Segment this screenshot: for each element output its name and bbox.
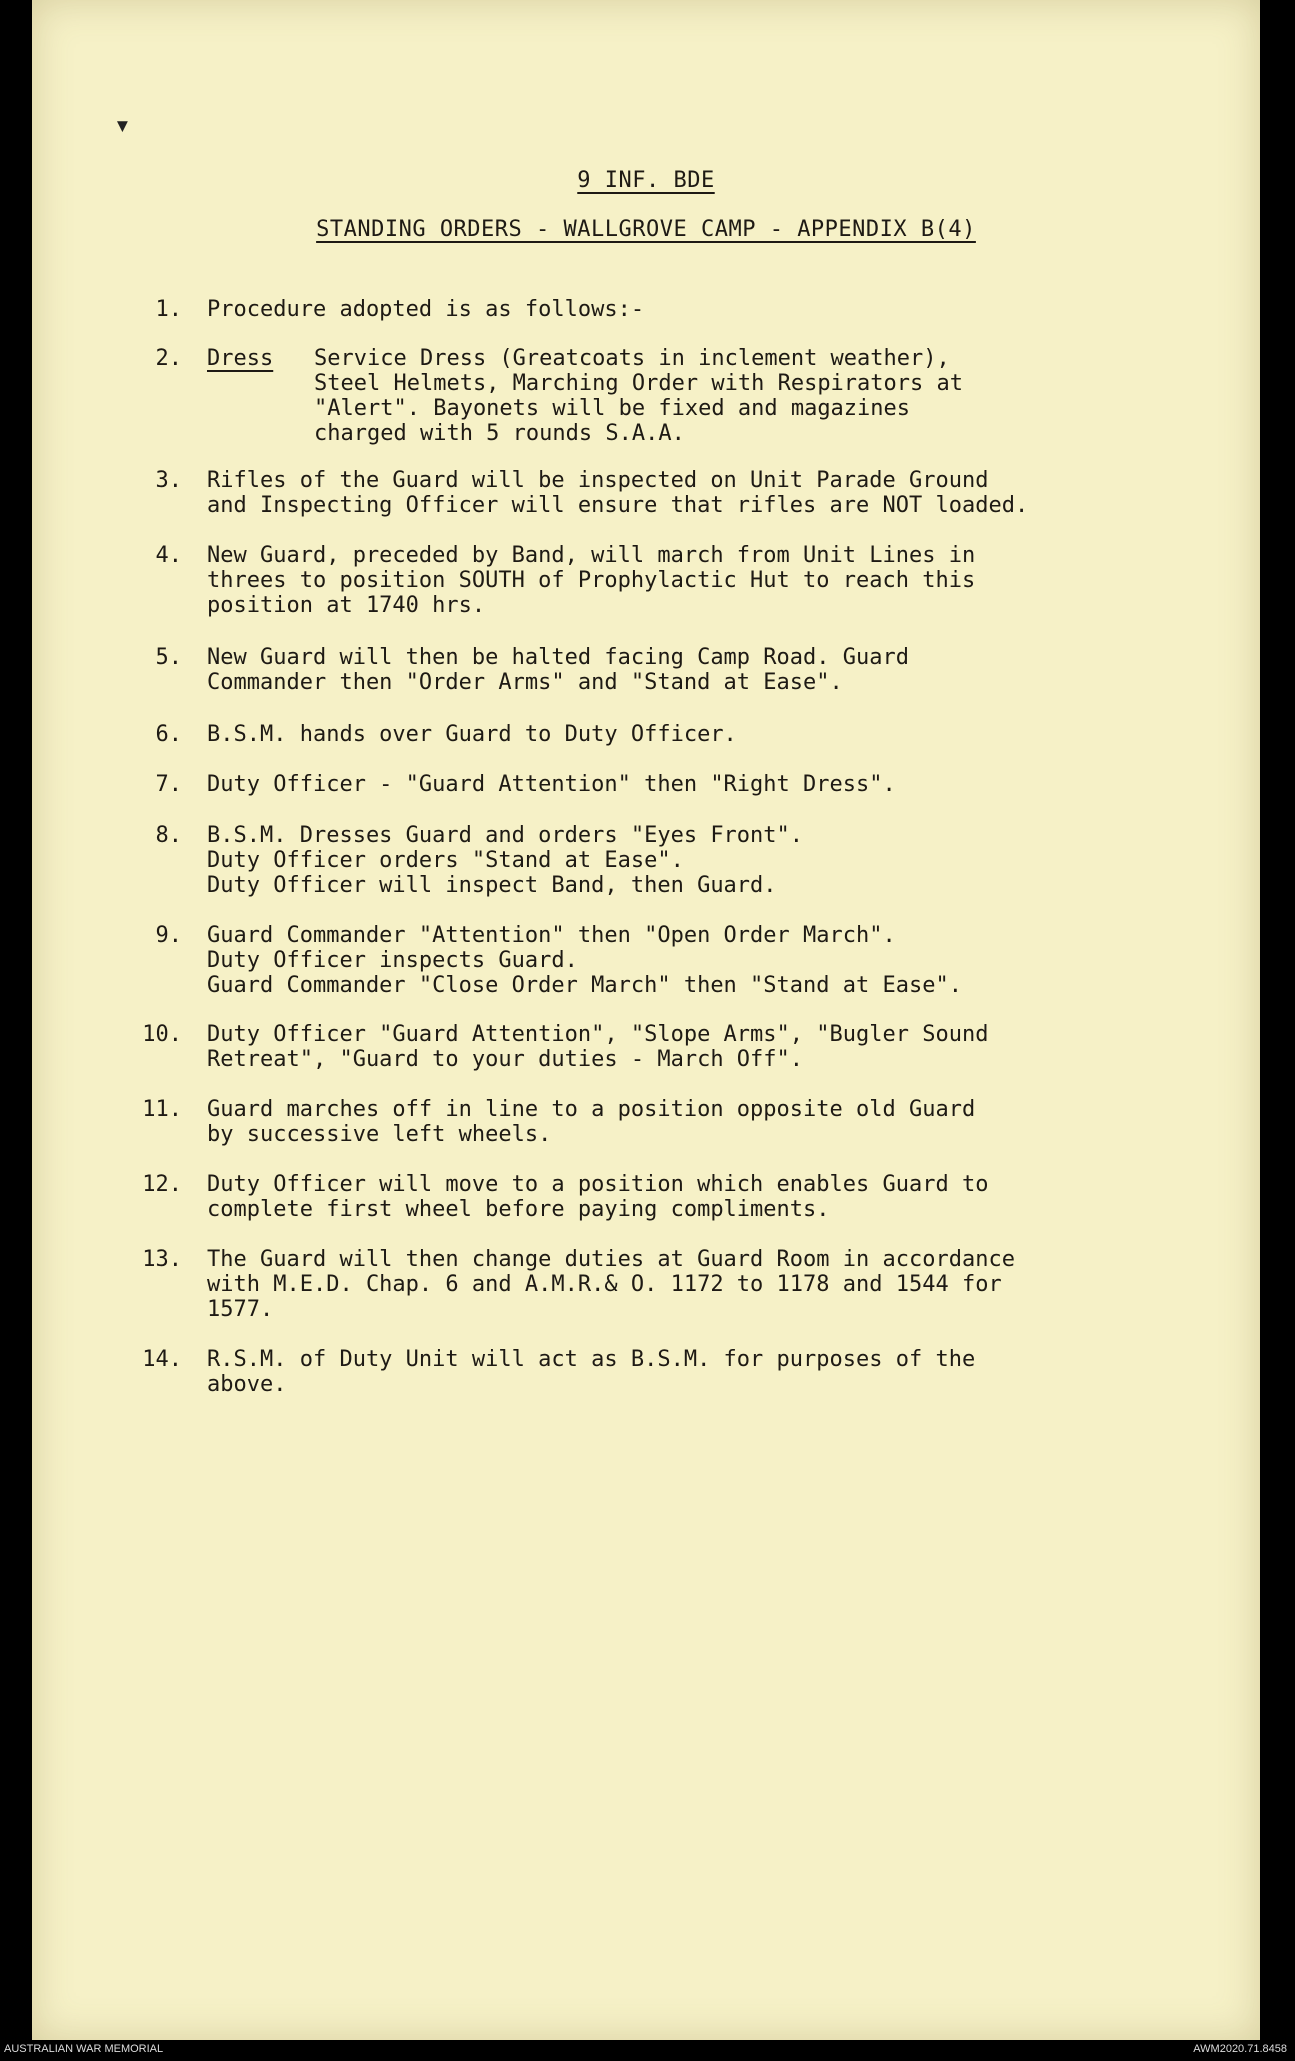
order-number: 11.: [142, 1097, 182, 1122]
order-text-line: above.: [207, 1372, 287, 1397]
order-text: [207, 1347, 1207, 1397]
order-text-line: "Alert". Bayonets will be fixed and magazines: [314, 396, 911, 421]
order-text: [207, 543, 1207, 618]
order-number: 9.: [155, 923, 182, 948]
order-text: [207, 1172, 1207, 1222]
order-text: [207, 722, 1207, 747]
order-text-line: R.S.M. of Duty Unit will act as B.S.M. for purposes of the: [207, 1347, 976, 1372]
order-number: 7.: [155, 772, 182, 797]
order-number: 10.: [142, 1022, 182, 1047]
order-number: 8.: [155, 823, 182, 848]
order-text-line: Guard Commander "Close Order March" then "Stand at Ease".: [207, 973, 962, 998]
order-text-line: Retreat", "Guard to your duties - March Off".: [207, 1047, 804, 1072]
document-subtitle: STANDING ORDERS - WALLGROVE CAMP - APPENDIX B(4): [316, 217, 976, 242]
order-number: 6.: [155, 722, 182, 747]
order-number: 5.: [155, 645, 182, 670]
order-text-line: Guard marches off in line to a position opposite old Guard: [207, 1097, 976, 1122]
order-text-line: by successive left wheels.: [207, 1122, 552, 1147]
order-text: [207, 772, 1207, 797]
order-text-line: and Inspecting Officer will ensure that rifles are NOT loaded.: [207, 493, 1029, 518]
order-text-line: B.S.M. hands over Guard to Duty Officer.: [207, 722, 737, 747]
order-text-line: Rifles of the Guard will be inspected on Unit Parade Ground: [207, 468, 989, 493]
order-text-line: Duty Officer orders "Stand at Ease".: [207, 848, 684, 873]
footer-reference: AWM2020.71.8458: [1193, 2043, 1287, 2055]
order-text-line: Procedure adopted is as follows:-: [207, 297, 645, 322]
order-text: [207, 645, 1207, 695]
order-text-line: Duty Officer will move to a position which enables Guard to: [207, 1172, 989, 1197]
order-text-line: 1577.: [207, 1297, 274, 1322]
order-text-line: New Guard will then be halted facing Camp Road. Guard: [207, 645, 909, 670]
order-text-line: Duty Officer - "Guard Attention" then "Right Dress".: [207, 772, 896, 797]
order-label: Dress: [207, 346, 274, 371]
order-text: [207, 468, 1207, 518]
document-title: 9 INF. BDE: [577, 168, 715, 193]
order-text: [207, 297, 1207, 322]
order-text-line: complete first wheel before paying compliments.: [207, 1197, 830, 1222]
order-text-line: The Guard will then change duties at Guard Room in accordance: [207, 1247, 1015, 1272]
order-text: [207, 823, 1207, 898]
order-number: 14.: [142, 1347, 182, 1372]
order-text-line: position at 1740 hrs.: [207, 593, 486, 618]
order-number: 3.: [155, 468, 182, 493]
order-text: [314, 346, 1214, 446]
document-page: [32, 0, 1260, 2040]
order-text-line: Service Dress (Greatcoats in inclement weather),: [314, 346, 950, 371]
order-text-line: B.S.M. Dresses Guard and orders "Eyes Front".: [207, 823, 804, 848]
order-number: 1.: [155, 297, 182, 322]
order-text-line: Guard Commander "Attention" then "Open Order March".: [207, 923, 896, 948]
order-text-line: Steel Helmets, Marching Order with Respirators at: [314, 371, 964, 396]
order-number: 13.: [142, 1247, 182, 1272]
order-text: [207, 1247, 1207, 1322]
order-text-line: Commander then "Order Arms" and "Stand at Ease".: [207, 670, 843, 695]
order-number: 12.: [142, 1172, 182, 1197]
order-text: [207, 1022, 1207, 1072]
order-number: 2.: [155, 346, 182, 371]
handwritten-mark: ▾: [114, 108, 131, 141]
order-text: [207, 1097, 1207, 1147]
order-number: 4.: [155, 543, 182, 568]
order-text-line: Duty Officer will inspect Band, then Guard.: [207, 873, 777, 898]
footer-credit: AUSTRALIAN WAR MEMORIAL: [4, 2043, 164, 2055]
order-text-line: Duty Officer inspects Guard.: [207, 948, 578, 973]
order-text-line: with M.E.D. Chap. 6 and A.M.R.& O. 1172 to 1178 and 1544 for: [207, 1272, 1002, 1297]
order-text-line: charged with 5 rounds S.A.A.: [314, 421, 685, 446]
order-text: [207, 923, 1207, 998]
order-text-line: threes to position SOUTH of Prophylactic Hut to reach this: [207, 568, 976, 593]
order-text-line: New Guard, preceded by Band, will march from Unit Lines in: [207, 543, 976, 568]
order-text-line: Duty Officer "Guard Attention", "Slope Arms", "Bugler Sound: [207, 1022, 989, 1047]
